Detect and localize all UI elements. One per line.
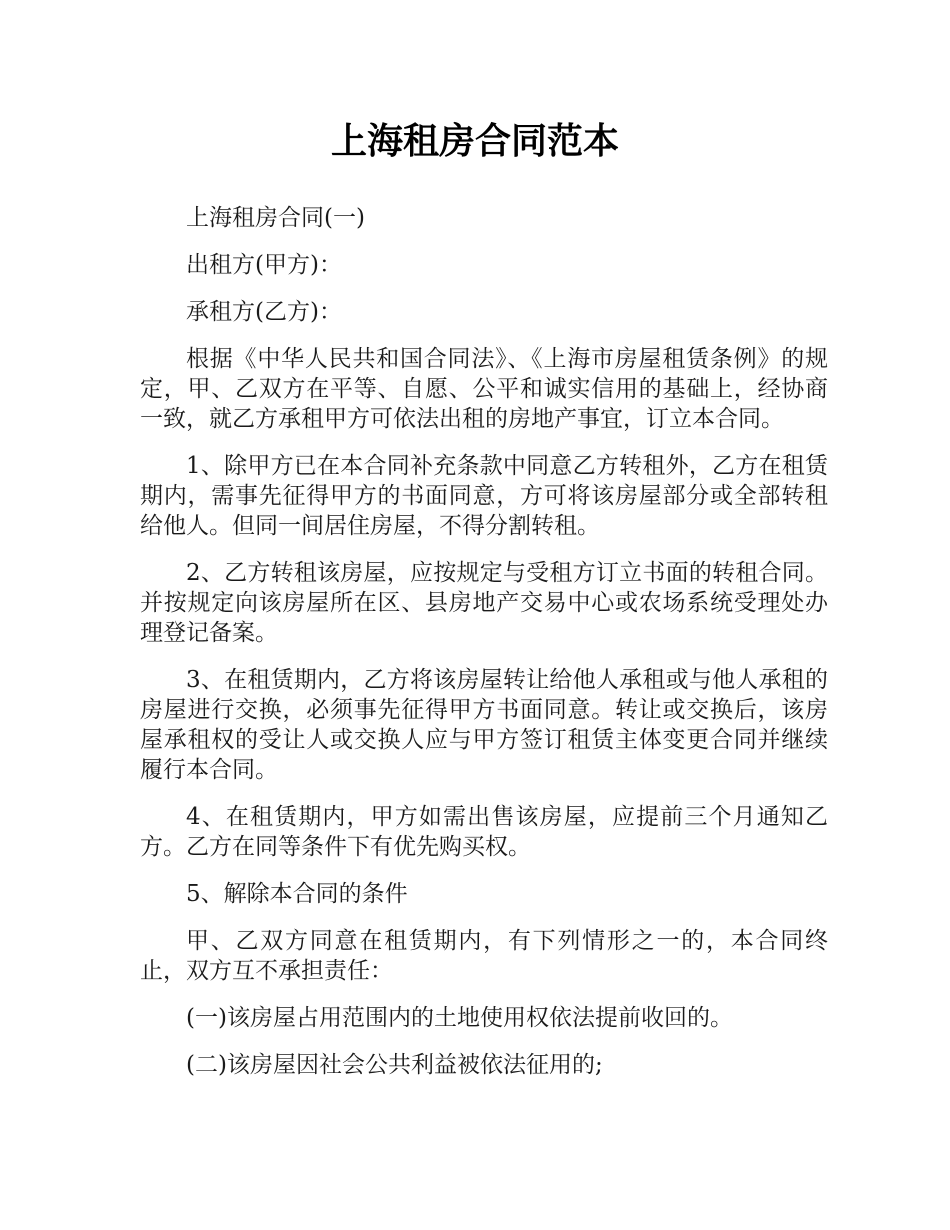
document-title: 上海租房合同范本 — [330, 121, 619, 162]
paragraph-termination-item-1: (一)该房屋占用范围内的土地使用权依法提前收回的。 — [186, 1005, 733, 1031]
paragraph-lessee: 承租方(乙方)： — [186, 299, 342, 325]
paragraph-clause-3: 3、在租赁期内，乙方将该房屋转让给他人承租或与他人承租的房屋进行交换，必须事先征得甲方书面同意。转让或交换后，该房屋承租权的受让人或交换人应与甲方签订租赁主体变更合同并继续履行本合同。 — [140, 667, 828, 783]
paragraph-preamble: 根据《中华人民共和国合同法》、《上海市房屋租赁条例》的规定，甲、乙双方在平等、自愿、公平和诚实信用的基础上，经协商一致，就乙方承租甲方可依法出租的房地产事宜，订立本合同。 — [140, 346, 828, 432]
paragraph-termination-item-2: (二)该房屋因社会公共利益被依法征用的; — [186, 1052, 603, 1078]
document-body — [140, 203, 828, 1097]
paragraph-clause-4: 4、在租赁期内，甲方如需出售该房屋，应提前三个月通知乙方。乙方在同等条件下有优先购买权。 — [140, 804, 828, 860]
paragraph-clause-2: 2、乙方转租该房屋，应按规定与受租方订立书面的转租合同。并按规定向该房屋所在区、县房地产交易中心或农场系统受理处办理登记备案。 — [140, 560, 828, 646]
paragraph-clause-5-heading: 5、解除本合同的条件 — [186, 881, 408, 907]
paragraph-lessor: 出租方(甲方)： — [186, 252, 342, 278]
paragraph-termination-intro: 甲、乙双方同意在租赁期内，有下列情形之一的，本合同终止，双方互不承担责任： — [140, 928, 828, 984]
paragraph-clause-1: 1、除甲方已在本合同补充条款中同意乙方转租外，乙方在租赁期内，需事先征得甲方的书面同意，方可将该房屋部分或全部转租给他人。但同一间居住房屋，不得分割转租。 — [140, 453, 828, 539]
paragraph-contract-number: 上海租房合同(一) — [186, 205, 365, 231]
